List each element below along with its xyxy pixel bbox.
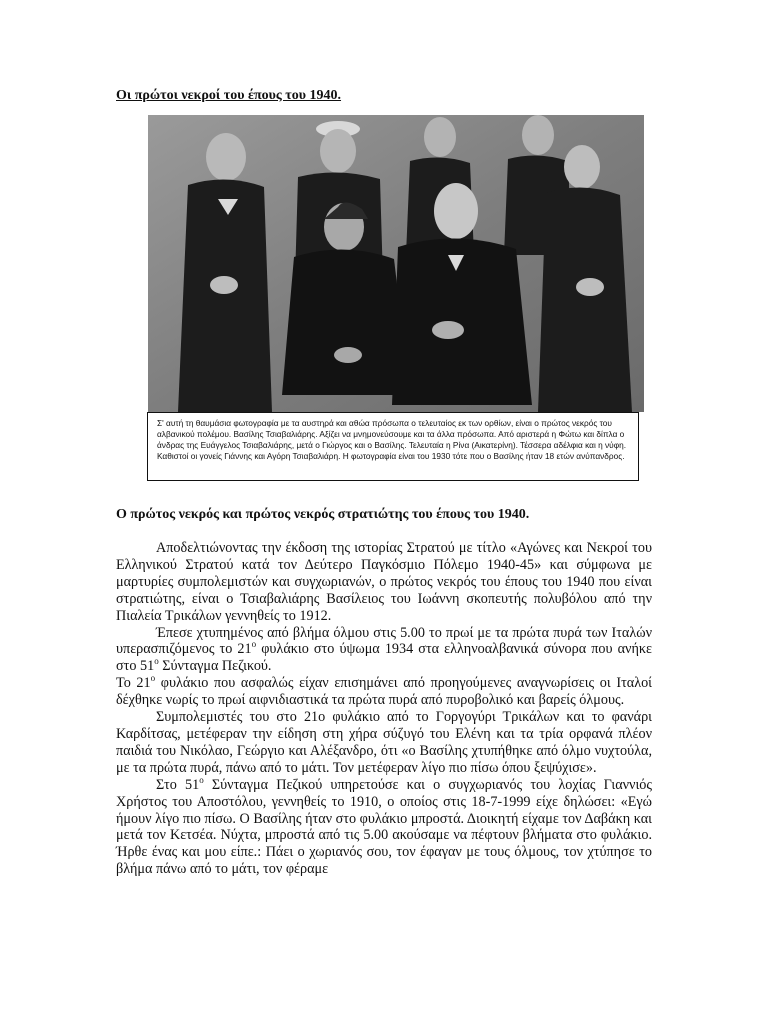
paragraph-2: Έπεσε χτυπημένος από βλήμα όλμου στις 5.00 το πρωί με τα πρώτα πυρά των Ιταλών υπερασπιζόμενος το $21^o$ φυλάκιο στο ύψωμα 1934 στα ελληνοαλβανικά σύνορα που ανήκε στο $51^o$ Σύνταγμα Πεζικού.	[116, 624, 652, 675]
ordinal-superscript: ο	[251, 639, 257, 650]
page-title: Οι πρώτοι νεκροί του έπους του 1940.	[116, 88, 342, 103]
section-heading: Ο πρώτος νεκρός και πρώτος νεκρός στρατιώτης του έπους του 1940.	[116, 507, 530, 522]
paragraph-5: Στο $51^o$ Σύνταγμα Πεζικού υπηρετούσε και ο συγχωριανός του λοχίας Γιαννιός Χρήστος του Αποστόλου, γεννηθείς το 1910, ο οποίος στις 18-7-1999 είχε δηλώσει: «Εγώ ήμουν λίγο πιο πίσω. Ο Βασίλης ήταν στο φυλάκιο μπροστά. Διοικητή είχαμε τον Δαβάκη και μετά τον Κετσέα. Νύχτα, μπροστά από τις 5.00 ακούσαμε να πέφτουν βλήματα στο φυλάκιο. Ήρθε ένας και μου είπε.: Πάει ο χωριανός σου, τον έφαγαν με τους όλμους, τον χτύπησε το βλήμα πάνω από το μάτι, τον φέραμε	[116, 774, 652, 878]
family-photo-drawing	[148, 115, 644, 412]
ordinal-superscript: ο	[154, 656, 159, 667]
article-body	[116, 540, 652, 878]
ordinal-superscript: ο	[199, 774, 204, 785]
photo-caption: Σ' αυτή τη θαυμάσια φωτογραφία με τα αυστηρά και αθώα πρόσωπα ο τελευταίος εκ των ορθίων, είναι ο πρώτος νεκρός του αλβανικού πολέμου. Βασίλης Τσιαβαλιάρης. Αξίζει να μνημονεύσουμε και τα άλλα πρόσωπα. Από αριστερά η Φώτω και δίπλα ο άνδρας της Ευάγγελος Τσιαβαλιάρης, μετά ο Γιώργος και ο Βασίλης. Τελευταία η Ρίνα (Αικατερίνη). Τέσσερα αδέλφια και η νύφη. Καθιστοί οι γονείς Γιάννης και Αγόρη Τσιαβαλιάρη. Η φωτογραφία είναι του 1930 τότε που ο Βασίλης ήταν 18 ετών ανύπανδρος.	[147, 412, 639, 481]
paragraph-3: Το $21^o$ φυλάκιο που ασφαλώς είχαν επισημάνει από προηγούμενες αναγνωρίσεις οι Ιταλοί δέχθηκε νωρίς το πρωί αιφνιδιαστικά τα πρώτα πυρά από πυροβολικό και βαρείς όλμους.	[116, 673, 652, 709]
family-photo-image	[148, 115, 644, 412]
paragraph-1: Αποδελτιώνοντας την έκδοση της ιστορίας Στρατού με τίτλο «Αγώνες και Νεκροί του Ελληνικού Στρατού κατά τον Δεύτερο Παγκόσμιο Πόλεμο 1940-45» και σύμφωνα με μαρτυρίες συμπολεμιστών και συγχωριανών, ο πρώτος νεκρός του έπους του 1940 που είναι στρατιώτης, είναι ο Τσιαβαλιάρης Βασίλειος του Ιωάννη σκοπευτής πολυβόλου από την Πιαλεία Τρικάλων γεννηθείς το 1912.	[116, 540, 652, 624]
paragraph-4: Συμπολεμιστές του στο 21ο φυλάκιο από το Γοργογύρι Τρικάλων και το φανάρι Καρδίτσας, μετέφεραν την είδηση στη χήρα σύζυγό του Ελένη και τα τρία ορφανά πλέον παιδιά του Νικόλαο, Γεώργιο και Αλέξανδρο, ότι «ο Βασίλης χτυπήθηκε από όλμο νυχτούλα, με τα πρώτα πυρά, πάνω από το μάτι. Τον μετέφεραν λίγο πιο πίσω όπου ξεψύχισε».	[116, 709, 652, 776]
ordinal-superscript: ο	[150, 673, 156, 684]
